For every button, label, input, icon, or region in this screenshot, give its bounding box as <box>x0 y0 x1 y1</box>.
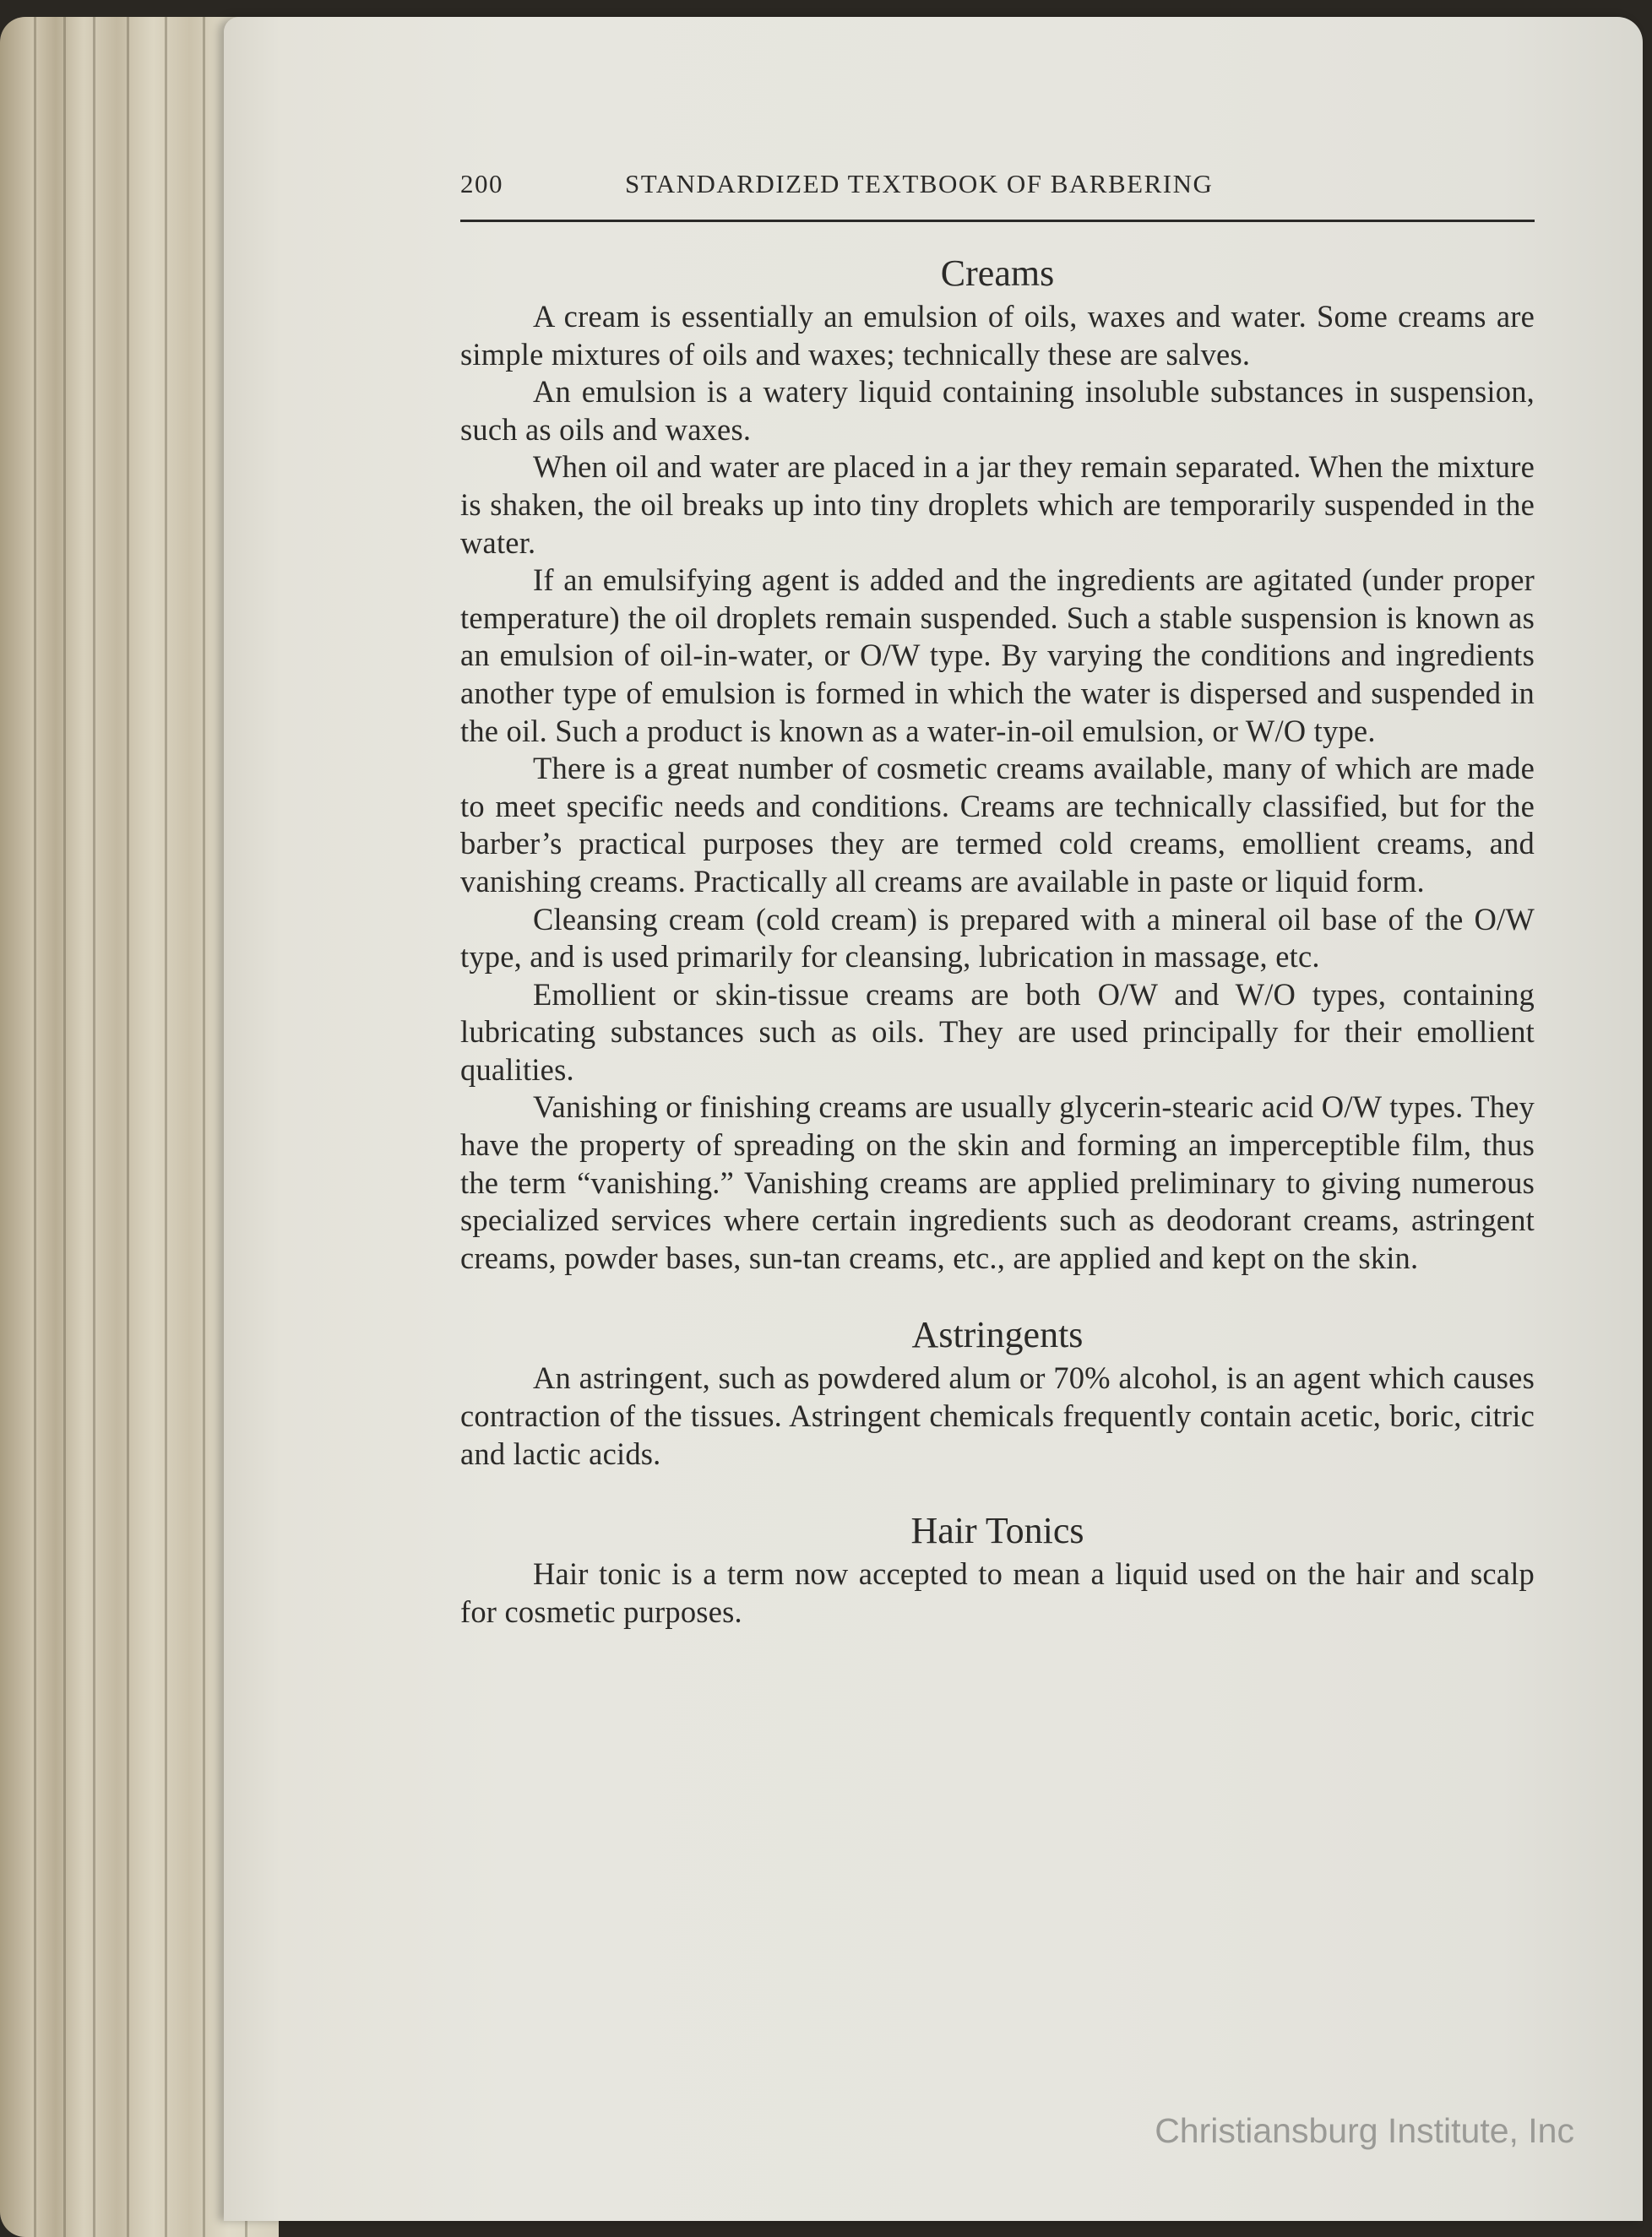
paragraph: If an emulsifying agent is added and the ingredients are agitated (under proper temperature) the oil droplets remain suspended. Such a stable suspension is known as an emulsion of oil-in-water, or O/W type. By varying the conditions and ingredients another type of emulsion is formed in which the water is dispersed and suspended in the oil. Such a product is known as a water-in-oil emulsion, or W/O type. <box>460 562 1535 748</box>
paragraph: When oil and water are placed in a jar they remain separated. When the mixture is shaken, the oil breaks up into tiny droplets which are temporarily suspended in the water. <box>460 449 1535 560</box>
running-title: STANDARDIZED TEXTBOOK OF BARBERING <box>625 169 1214 198</box>
watermark: Christiansburg Institute, Inc <box>1155 2111 1574 2150</box>
section-heading: Astringents <box>911 1314 1084 1356</box>
running-head <box>460 169 1535 222</box>
section-creams <box>460 249 1535 1277</box>
section-astringents <box>460 1311 1535 1473</box>
paragraph: Vanishing or finishing creams are usually glycerin-stearic acid O/W types. They have the property of spreading on the skin and forming an imperceptible film, thus the term “vanishing.” Vanishing creams are applied preliminary to giving numerous specialized services where certain ingredients such as deodorant creams, astringent creams, powder bases, sun-tan creams, etc., are applied and kept on the skin. <box>460 1089 1535 1275</box>
paragraph: Cleansing cream (cold cream) is prepared with a mineral oil base of the O/W type, and is used primarily for cleansing, lubrication in massage, etc. <box>460 901 1535 975</box>
section-heading: Hair Tonics <box>910 1510 1084 1552</box>
paragraph: Hair tonic is a term now accepted to mean a liquid used on the hair and scalp for cosmetic purposes. <box>460 1556 1535 1629</box>
paragraph: Emollient or skin-tissue creams are both O/W and W/O types, containing lubricating substances such as oils. They are used principally for their emollient qualities. <box>460 976 1535 1087</box>
section-heading: Creams <box>940 252 1055 294</box>
paragraph: There is a great number of cosmetic creams available, many of which are made to meet specific needs and conditions. Creams are technically classified, but for the barber’s practical purposes they are termed cold creams, emollient creams, and vanishing creams. Practically all creams are available in paste or liquid form. <box>460 751 1535 899</box>
page-number: 200 <box>460 169 503 198</box>
paragraph: An emulsion is a watery liquid containing insoluble substances in suspension, such as oils and waxes. <box>460 374 1535 447</box>
paragraph: A cream is essentially an emulsion of oils, waxes and water. Some creams are simple mixtures of oils and waxes; technically these are salves. <box>460 299 1535 372</box>
section-hair-tonics <box>460 1507 1535 1631</box>
page-content <box>460 169 1535 1631</box>
paragraph: An astringent, such as powdered alum or 70% alcohol, is an agent which causes contraction of the tissues. Astringent chemicals frequently contain acetic, boric, citric and lactic acids. <box>460 1360 1535 1471</box>
